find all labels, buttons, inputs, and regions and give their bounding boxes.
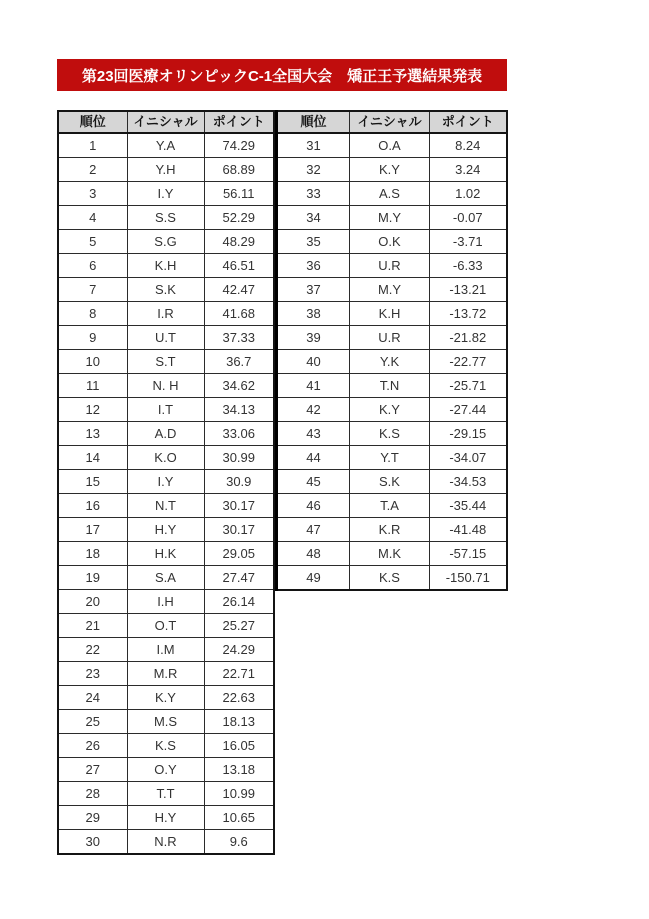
rank-cell: 49 bbox=[277, 566, 350, 591]
points-cell: 68.89 bbox=[204, 158, 274, 182]
points-cell: -57.15 bbox=[430, 542, 507, 566]
initials-cell: S.S bbox=[127, 206, 204, 230]
initials-cell: O.Y bbox=[127, 758, 204, 782]
points-cell: 33.06 bbox=[204, 422, 274, 446]
points-cell: 30.17 bbox=[204, 494, 274, 518]
initials-cell: K.S bbox=[350, 566, 430, 591]
rank-cell: 46 bbox=[277, 494, 350, 518]
initials-cell: S.A bbox=[127, 566, 204, 590]
initials-cell: K.R bbox=[350, 518, 430, 542]
points-cell: 27.47 bbox=[204, 566, 274, 590]
rank-cell: 30 bbox=[58, 830, 127, 855]
initials-cell: K.S bbox=[127, 734, 204, 758]
table-row bbox=[58, 158, 274, 182]
initials-cell: U.R bbox=[350, 254, 430, 278]
rank-cell: 3 bbox=[58, 182, 127, 206]
rank-cell: 33 bbox=[277, 182, 350, 206]
points-cell: 13.18 bbox=[204, 758, 274, 782]
points-cell: 16.05 bbox=[204, 734, 274, 758]
table-row bbox=[277, 326, 507, 350]
table-row bbox=[277, 398, 507, 422]
initials-cell: I.T bbox=[127, 398, 204, 422]
initials-cell: N. H bbox=[127, 374, 204, 398]
table-row bbox=[58, 446, 274, 470]
rank-column-header: 順位 bbox=[277, 111, 350, 133]
points-cell: 29.05 bbox=[204, 542, 274, 566]
table-row bbox=[277, 278, 507, 302]
initials-cell: U.R bbox=[350, 326, 430, 350]
table-row bbox=[58, 734, 274, 758]
table-row bbox=[58, 230, 274, 254]
rank-cell: 24 bbox=[58, 686, 127, 710]
table-row bbox=[277, 494, 507, 518]
rank-cell: 25 bbox=[58, 710, 127, 734]
points-cell: -150.71 bbox=[430, 566, 507, 591]
points-cell: 34.13 bbox=[204, 398, 274, 422]
rank-cell: 41 bbox=[277, 374, 350, 398]
table-row bbox=[277, 206, 507, 230]
points-cell: 26.14 bbox=[204, 590, 274, 614]
points-cell: 34.62 bbox=[204, 374, 274, 398]
initials-cell: Y.K bbox=[350, 350, 430, 374]
table-row bbox=[58, 374, 274, 398]
rank-cell: 32 bbox=[277, 158, 350, 182]
rank-cell: 18 bbox=[58, 542, 127, 566]
points-cell: -21.82 bbox=[430, 326, 507, 350]
initials-cell: I.H bbox=[127, 590, 204, 614]
initials-column-header: イニシャル bbox=[127, 111, 204, 133]
table-row bbox=[58, 638, 274, 662]
points-cell: 41.68 bbox=[204, 302, 274, 326]
initials-cell: S.G bbox=[127, 230, 204, 254]
rank-cell: 17 bbox=[58, 518, 127, 542]
rank-cell: 28 bbox=[58, 782, 127, 806]
points-cell: 30.99 bbox=[204, 446, 274, 470]
rank-cell: 36 bbox=[277, 254, 350, 278]
points-cell: 42.47 bbox=[204, 278, 274, 302]
initials-cell: K.H bbox=[127, 254, 204, 278]
results-table-left bbox=[57, 110, 275, 855]
points-cell: -13.72 bbox=[430, 302, 507, 326]
rank-cell: 48 bbox=[277, 542, 350, 566]
table-row bbox=[58, 518, 274, 542]
rank-cell: 22 bbox=[58, 638, 127, 662]
results-table-right bbox=[275, 110, 508, 591]
rank-cell: 42 bbox=[277, 398, 350, 422]
rank-cell: 9 bbox=[58, 326, 127, 350]
table-row bbox=[277, 470, 507, 494]
table-row bbox=[58, 206, 274, 230]
initials-cell: I.Y bbox=[127, 182, 204, 206]
initials-cell: M.R bbox=[127, 662, 204, 686]
initials-cell: U.T bbox=[127, 326, 204, 350]
table-row bbox=[58, 302, 274, 326]
points-column-header: ポイント bbox=[430, 111, 507, 133]
initials-cell: H.Y bbox=[127, 806, 204, 830]
initials-cell: I.M bbox=[127, 638, 204, 662]
points-cell: 37.33 bbox=[204, 326, 274, 350]
rank-cell: 8 bbox=[58, 302, 127, 326]
table-row bbox=[277, 158, 507, 182]
table-row bbox=[58, 182, 274, 206]
table-row bbox=[277, 350, 507, 374]
initials-cell: K.Y bbox=[350, 158, 430, 182]
points-cell: 48.29 bbox=[204, 230, 274, 254]
points-cell: -3.71 bbox=[430, 230, 507, 254]
initials-cell: N.T bbox=[127, 494, 204, 518]
points-cell: 10.65 bbox=[204, 806, 274, 830]
points-cell: 30.17 bbox=[204, 518, 274, 542]
table-row bbox=[58, 133, 274, 158]
table-row bbox=[58, 398, 274, 422]
initials-cell: Y.T bbox=[350, 446, 430, 470]
table-row bbox=[58, 278, 274, 302]
points-cell: -22.77 bbox=[430, 350, 507, 374]
rank-cell: 10 bbox=[58, 350, 127, 374]
rank-cell: 14 bbox=[58, 446, 127, 470]
rank-cell: 47 bbox=[277, 518, 350, 542]
points-cell: 18.13 bbox=[204, 710, 274, 734]
header-row bbox=[58, 111, 274, 133]
initials-cell: K.S bbox=[350, 422, 430, 446]
initials-cell: S.T bbox=[127, 350, 204, 374]
points-cell: -29.15 bbox=[430, 422, 507, 446]
points-cell: 9.6 bbox=[204, 830, 274, 855]
table-row bbox=[58, 494, 274, 518]
points-cell: 8.24 bbox=[430, 133, 507, 158]
points-cell: 24.29 bbox=[204, 638, 274, 662]
table-row bbox=[58, 422, 274, 446]
points-cell: 25.27 bbox=[204, 614, 274, 638]
rank-cell: 6 bbox=[58, 254, 127, 278]
header-row bbox=[277, 111, 507, 133]
initials-cell: S.K bbox=[350, 470, 430, 494]
rank-cell: 39 bbox=[277, 326, 350, 350]
rank-cell: 13 bbox=[58, 422, 127, 446]
table-row bbox=[58, 830, 274, 855]
initials-cell: I.Y bbox=[127, 470, 204, 494]
rank-cell: 34 bbox=[277, 206, 350, 230]
table-row bbox=[58, 806, 274, 830]
rank-column-header: 順位 bbox=[58, 111, 127, 133]
results-tables bbox=[57, 110, 508, 855]
rank-cell: 40 bbox=[277, 350, 350, 374]
table-row bbox=[58, 566, 274, 590]
initials-cell: K.H bbox=[350, 302, 430, 326]
rank-cell: 4 bbox=[58, 206, 127, 230]
points-cell: 46.51 bbox=[204, 254, 274, 278]
table-row bbox=[277, 422, 507, 446]
table-row bbox=[58, 686, 274, 710]
table-row bbox=[58, 758, 274, 782]
rank-cell: 23 bbox=[58, 662, 127, 686]
table-row bbox=[277, 542, 507, 566]
table-row bbox=[277, 374, 507, 398]
rank-cell: 27 bbox=[58, 758, 127, 782]
rank-cell: 29 bbox=[58, 806, 127, 830]
points-cell: 3.24 bbox=[430, 158, 507, 182]
title-banner bbox=[57, 59, 507, 91]
points-cell: 36.7 bbox=[204, 350, 274, 374]
points-column-header: ポイント bbox=[204, 111, 274, 133]
rank-cell: 43 bbox=[277, 422, 350, 446]
initials-cell: M.K bbox=[350, 542, 430, 566]
points-cell: -0.07 bbox=[430, 206, 507, 230]
points-cell: -34.53 bbox=[430, 470, 507, 494]
table-row bbox=[277, 133, 507, 158]
rank-cell: 19 bbox=[58, 566, 127, 590]
table-row bbox=[58, 614, 274, 638]
table-row bbox=[58, 254, 274, 278]
table-row bbox=[58, 662, 274, 686]
points-cell: 10.99 bbox=[204, 782, 274, 806]
rank-cell: 44 bbox=[277, 446, 350, 470]
table-row bbox=[58, 710, 274, 734]
rank-cell: 1 bbox=[58, 133, 127, 158]
initials-cell: K.Y bbox=[350, 398, 430, 422]
initials-cell: S.K bbox=[127, 278, 204, 302]
initials-cell: M.S bbox=[127, 710, 204, 734]
rank-cell: 35 bbox=[277, 230, 350, 254]
table-row bbox=[58, 590, 274, 614]
initials-cell: A.D bbox=[127, 422, 204, 446]
initials-cell: K.Y bbox=[127, 686, 204, 710]
initials-cell: O.T bbox=[127, 614, 204, 638]
points-cell: -25.71 bbox=[430, 374, 507, 398]
points-cell: -6.33 bbox=[430, 254, 507, 278]
initials-cell: T.A bbox=[350, 494, 430, 518]
table-row bbox=[277, 566, 507, 591]
table-row bbox=[277, 182, 507, 206]
table-row bbox=[58, 542, 274, 566]
rank-cell: 21 bbox=[58, 614, 127, 638]
initials-cell: M.Y bbox=[350, 206, 430, 230]
rank-cell: 12 bbox=[58, 398, 127, 422]
initials-cell: O.K bbox=[350, 230, 430, 254]
initials-column-header: イニシャル bbox=[350, 111, 430, 133]
rank-cell: 20 bbox=[58, 590, 127, 614]
initials-cell: H.Y bbox=[127, 518, 204, 542]
rank-cell: 7 bbox=[58, 278, 127, 302]
table-row bbox=[277, 302, 507, 326]
initials-cell: T.T bbox=[127, 782, 204, 806]
rank-cell: 38 bbox=[277, 302, 350, 326]
points-cell: 22.63 bbox=[204, 686, 274, 710]
points-cell: 22.71 bbox=[204, 662, 274, 686]
rank-cell: 16 bbox=[58, 494, 127, 518]
initials-cell: K.O bbox=[127, 446, 204, 470]
rank-cell: 31 bbox=[277, 133, 350, 158]
rank-cell: 15 bbox=[58, 470, 127, 494]
initials-cell: I.R bbox=[127, 302, 204, 326]
table-row bbox=[277, 254, 507, 278]
table-row bbox=[58, 470, 274, 494]
points-cell: -13.21 bbox=[430, 278, 507, 302]
initials-cell: N.R bbox=[127, 830, 204, 855]
rank-cell: 26 bbox=[58, 734, 127, 758]
points-cell: 30.9 bbox=[204, 470, 274, 494]
table-row bbox=[277, 446, 507, 470]
initials-cell: Y.H bbox=[127, 158, 204, 182]
initials-cell: H.K bbox=[127, 542, 204, 566]
initials-cell: M.Y bbox=[350, 278, 430, 302]
points-cell: -35.44 bbox=[430, 494, 507, 518]
page-title: 第23回医療オリンピックC-1全国大会 矯正王予選結果発表 bbox=[81, 67, 483, 85]
points-cell: 74.29 bbox=[204, 133, 274, 158]
rank-cell: 45 bbox=[277, 470, 350, 494]
points-cell: -27.44 bbox=[430, 398, 507, 422]
rank-cell: 2 bbox=[58, 158, 127, 182]
table-row bbox=[277, 230, 507, 254]
points-cell: -41.48 bbox=[430, 518, 507, 542]
table-row bbox=[277, 518, 507, 542]
initials-cell: T.N bbox=[350, 374, 430, 398]
points-cell: -34.07 bbox=[430, 446, 507, 470]
initials-cell: Y.A bbox=[127, 133, 204, 158]
rank-cell: 5 bbox=[58, 230, 127, 254]
table-row bbox=[58, 326, 274, 350]
initials-cell: O.A bbox=[350, 133, 430, 158]
initials-cell: A.S bbox=[350, 182, 430, 206]
points-cell: 1.02 bbox=[430, 182, 507, 206]
points-cell: 52.29 bbox=[204, 206, 274, 230]
table-row bbox=[58, 782, 274, 806]
rank-cell: 11 bbox=[58, 374, 127, 398]
points-cell: 56.11 bbox=[204, 182, 274, 206]
table-row bbox=[58, 350, 274, 374]
rank-cell: 37 bbox=[277, 278, 350, 302]
